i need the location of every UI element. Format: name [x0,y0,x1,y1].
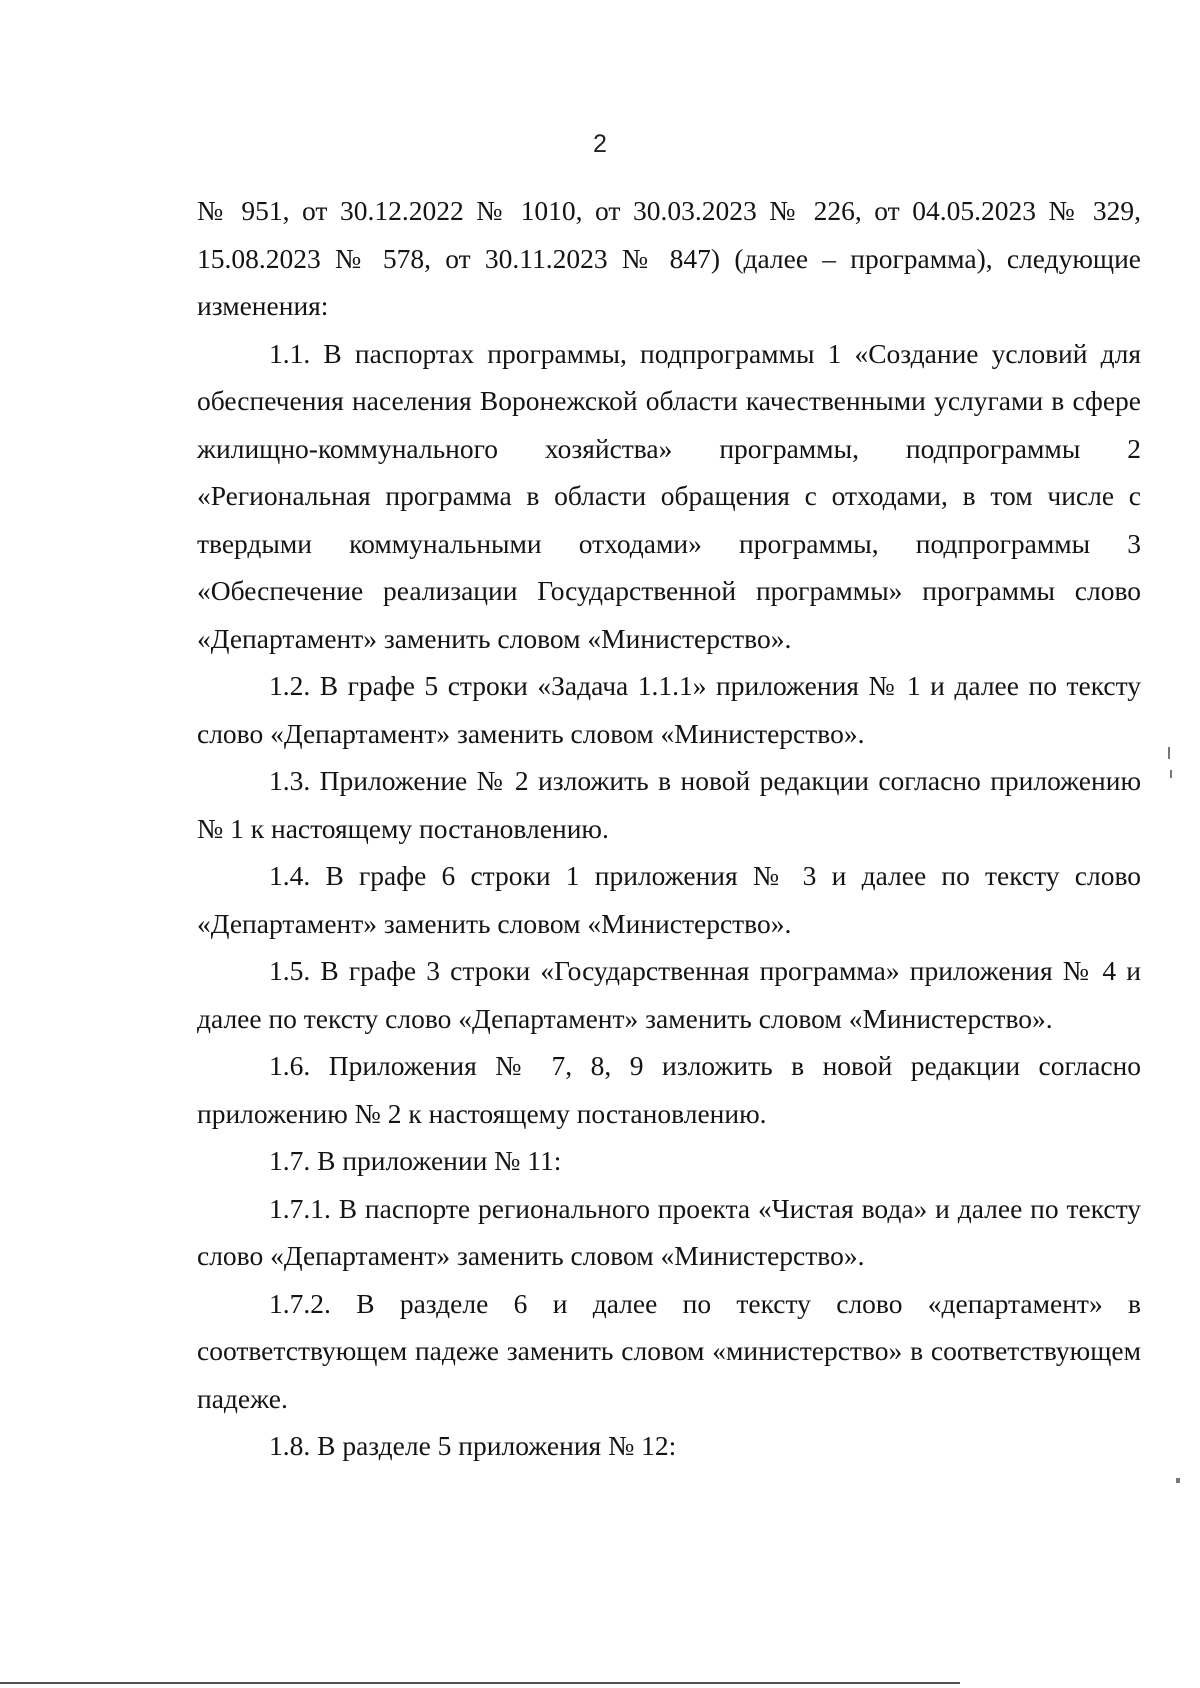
paragraph-1-4: 1.4. В графе 6 строки 1 приложения № 3 и далее по тексту слово «Департамент» заменить словом «Министерство». [197,860,1141,939]
paragraph-1-3: 1.3. Приложение № 2 изложить в новой редакции согласно приложению № 1 к настоящему постановлению. [197,765,1141,844]
paragraph-1-7: 1.7. В приложении № 11: [269,1145,562,1176]
paragraph-1-2: 1.2. В графе 5 строки «Задача 1.1.1» приложения № 1 и далее по тексту слово «Департамент» заменить словом «Министерство». [197,670,1141,749]
document-body [197,187,1141,1470]
paragraph-intro: № 951, от 30.12.2022 № 1010, от 30.03.2023 № 226, от 04.05.2023 № 329, 15.08.2023 № 578, от 30.11.2023 № 847) (далее – программа), следующие изменения: [197,195,1141,321]
paragraph-1-7-1: 1.7.1. В паспорте регионального проекта «Чистая вода» и далее по тексту слово «Департамент» заменить словом «Министерство». [197,1192,1141,1271]
paragraph-1-1: 1.1. В паспортах программы, подпрограммы 1 «Создание условий для обеспечения населения Воронежской области качественными услугами в сфере жилищно-коммунального хозяйства» программы, подпрограммы 2 «Региональная программа в области обращения с отходами, в том числе с твердыми коммунальными отходами» программы, подпрограммы 3 «Обеспечение реализации Государственной программы» программы слово «Департамент» заменить словом «Министерство». [197,337,1141,654]
paragraph-1-7-2: 1.7.2. В разделе 6 и далее по тексту слово «департамент» в соответствующем падеже заменить словом «министерство» в соответствующем падеже. [197,1287,1141,1414]
scan-edge-mark [1176,1478,1180,1483]
page-number: 2 [593,130,607,158]
scan-bottom-edge [0,1682,960,1684]
scan-edge-mark [1168,747,1170,759]
paragraph-1-6: 1.6. Приложения № 7, 8, 9 изложить в новой редакции согласно приложению № 2 к настоящему постановлению. [197,1050,1141,1129]
paragraph-1-8: 1.8. В разделе 5 приложения № 12: [269,1430,677,1461]
paragraph-1-5: 1.5. В графе 3 строки «Государственная программа» приложения № 4 и далее по тексту слово «Департамент» заменить словом «Министерство». [197,955,1141,1034]
scan-edge-mark [1170,770,1172,778]
